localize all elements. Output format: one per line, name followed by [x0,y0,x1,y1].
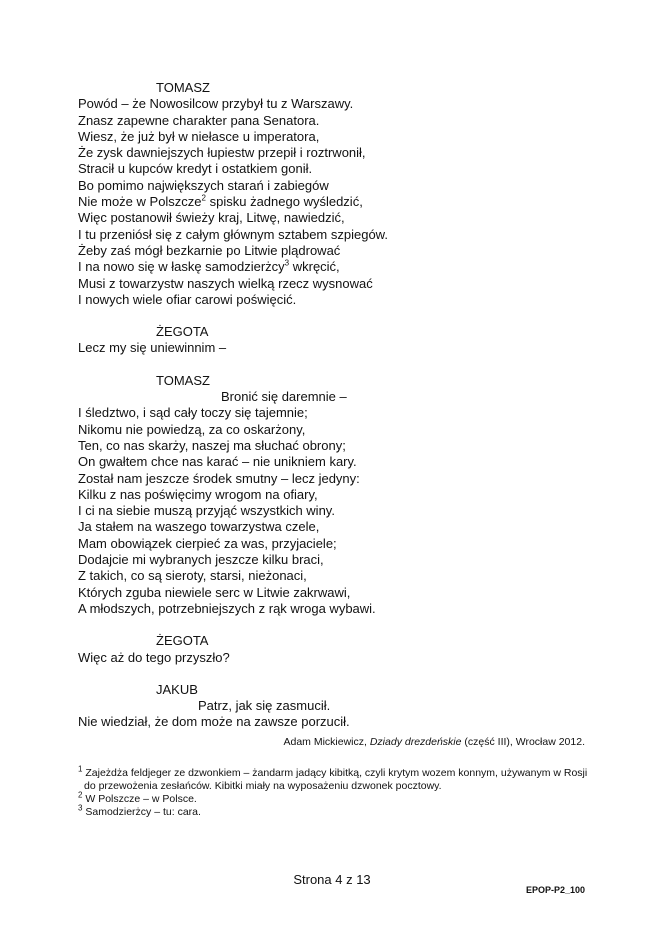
verse-line: Żeby zaś mógł bezkarnie po Litwie plądrować [78,242,341,258]
stanza-gap [78,308,598,324]
footnote-marker: 3 [284,258,290,268]
verse-line: On gwałtem chce nas karać – nie unikniem kary. [78,454,357,470]
speaker-name: TOMASZ [156,372,210,388]
exam-code: EPOP-P2_100 [525,885,585,895]
source-citation [283,736,585,748]
footnote-text: Samodzierżcy – tu: cara. [82,806,201,818]
citation-details: (część III), Wrocław 2012. [461,736,585,748]
footnote-number: 2 [78,790,83,800]
footnote-marker: 2 [201,193,206,203]
speaker-name: TOMASZ [156,80,210,95]
verse-line: I śledztwo, i sąd cały toczy się tajemnie; [78,405,308,421]
verse-line: Powód – że Nowosilcow przybył tu z Warszawy. [78,96,354,112]
verse-line: A młodszych, potrzebniejszych z rąk wroga wybawi. [78,600,376,616]
verse-line: Bronić się daremnie – [221,389,347,405]
verse-line: Bo pomimo największych starań i zabiegów [78,177,329,193]
verse-line: Ten, co nas skarży, naszej ma słuchać obrony; [78,437,346,453]
verse-line: Mam obowiązek cierpieć za was, przyjaciele; [78,535,337,551]
verse-line [78,259,598,275]
verse-line [78,194,598,210]
citation-title: Dziady drezdeńskie [369,736,462,748]
footnote [78,803,598,819]
verse-line: Znasz zapewne charakter pana Senatora. [78,112,320,128]
verse-line: Lecz my się uniewinnim – [78,340,227,356]
verse-line: Musi z towarzystw naszych wielką rzecz wysnować [78,275,373,291]
speaker-name: ŻEGOTA [156,324,209,340]
footnote [78,764,598,780]
stanza-gap [78,357,598,373]
verse-text: I na nowo się w łaskę samodzierżcy [78,259,285,275]
footnote-text: Zajeżdża feldjeger ze dzwonkiem – żandarm jadący kibitką, czyli krytym wozem konnym, używanym w Rosji [82,767,588,779]
stanza-gap [78,617,598,633]
verse-line: Więc postanowił świeży kraj, Litwę, nawiedzić, [78,210,345,226]
footnotes [78,764,598,819]
verse-line: I ci na siebie muszą przyjąć wszystkich winy. [78,503,335,519]
speaker-name: JAKUB [156,681,198,697]
verse-line: Wiesz, że już był w niełasce u imperatora, [78,128,320,144]
verse-line: I nowych wiele ofiar carowi poświęcić. [78,291,297,307]
page-number: Strona 4 z 13 [293,872,371,887]
verse-text: wkręcić, [289,259,340,275]
verse-line: Stracił u kupców kredyt i ostatkiem gonił. [78,161,313,177]
speaker-name: ŻEGOTA [156,633,209,649]
verse-line: Dodajcie mi wybranych jeszcze kilku braci, [78,552,324,568]
footnote-number: 3 [78,803,83,813]
verse-line: Nikomu nie powiedzą, za co oskarżony, [78,421,306,437]
footnote-continuation: do przewożenia zesłańców. Kibitki miały na wyposażeniu dzwonek pocztowy. [84,780,442,792]
verse-line: Kilku z nas poświęcimy wrogom na ofiary, [78,486,318,502]
verse-line: Że zysk dawniejszych łupiestw przepił i roztrwonił, [78,145,366,161]
verse-text: Nie może w Polszcze [78,194,202,210]
stanza-gap [78,666,598,682]
citation-author: Adam Mickiewicz, [283,736,370,748]
footnote [78,790,598,806]
verse-line: Z takich, co są sieroty, starsi, nieżonaci, [78,568,307,584]
verse-text: spisku żadnego wyśledzić, [206,194,363,210]
verse-line: Ja stałem na waszego towarzystwa czele, [78,519,320,535]
footnote-text: W Polszcze – w Polsce. [82,793,197,805]
verse-line: Nie wiedział, że dom może na zawsze porzucił. [78,714,350,730]
verse-line: Patrz, jak się zasmucił. [198,698,331,714]
verse-line: I tu przeniósł się z całym głównym sztabem szpiegów. [78,226,388,242]
drama-excerpt [78,80,598,731]
verse-line: Został nam jeszcze środek smutny – lecz jedyny: [78,470,360,486]
verse-line: Więc aż do tego przyszło? [78,649,230,665]
footnote-number: 1 [78,764,83,774]
verse-line: Których zguba niewiele serc w Litwie zakrwawi, [78,584,351,600]
